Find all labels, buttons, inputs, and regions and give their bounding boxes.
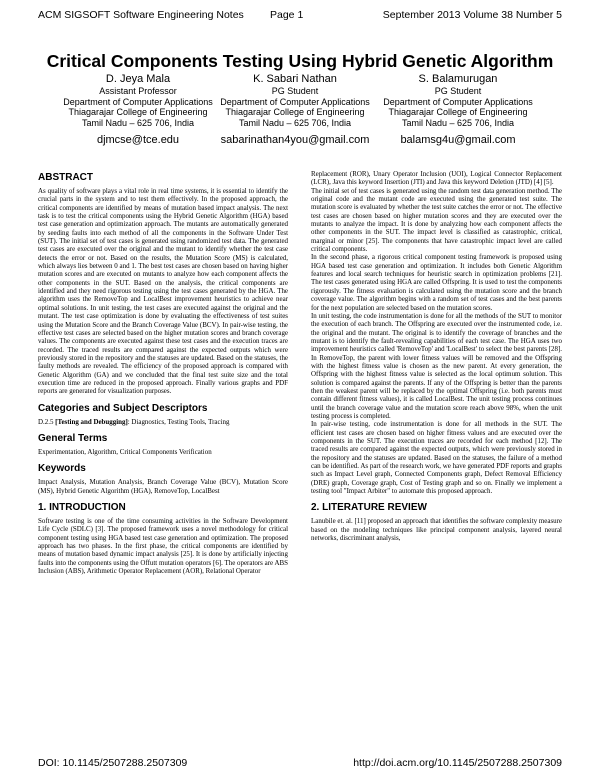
author-block [210,73,380,147]
intro-paragraph-3: In the second phase, a rigorous critical component testing framework is proposed using HGA based test case generation and optimization. It includes both Genetic Algorithm features and local search techniques for heuristic search in optimization problems [21]. The test cases generated using HGA are called Offspring. It is used to test the components rigorously. The fitness evaluation is calculated using the mutation score and the branch coverage value. The algorithm begins with a random set of test cases and the best parents for the next population are selected based on the mutation scores. [311,253,562,312]
intro-paragraph-4: In unit testing, the code instrumentation is done for all the methods of the SUT to monitor the execution of each branch. The Offspring are executed over the instrumented code, i.e. the original and the mutant. The original is to identify the coverage of branches and the mutant is to identify the fault-revealing capabilities of each test case. The HGA uses two improvement heuristics called 'RemoveTop' and 'LocalBest' to select the best parents [28]. In RemoveTop, the parent with lower fitness values will be removed and the Offspring with the highest fitness value is chosen as the new parent. At every generation, the Offspring with the highest fitness value is selected as the local optimum solution. This solution is compared against the parents. If any of the Offspring is better than the parents then the weakest parent will be replaced by the optimal Offspring (i.e. both parents must contain different fitness values), it is called LocalBest. The unit testing process continues until the branch coverage value and the mutation score reach above 98%, when the unit testing process is completed. [311,311,562,420]
categories-code: D.2.5 [38,417,56,426]
author-department: Department of Computer Applications [220,96,370,107]
author-name: D. Jeya Mala [105,73,171,85]
general-terms-heading: General Terms [38,432,108,444]
literature-review-heading: 2. LITERATURE REVIEW [311,502,427,514]
intro-paragraph-2: The initial set of test cases is generated using the random test data generation method. The original code and the mutant code are executed using the generated test suite. The mutation score is evaluated by whether the test suite catches the error or not. The effective test cases are chosen based on higher mutation scores and they are executed over the mutants to analyze the impact. It is done by analyzing how each component affects the other components in the SUT. The impact level is classified as catastrophic, critical, marginal or minor [25]. The components that have catastrophic impact level are called critical components. [311,186,562,254]
author-college: Thiagarajar College of Engineering [225,107,365,118]
author-name: S. Balamurugan [418,73,498,85]
author-college: Thiagarajar College of Engineering [68,107,208,118]
author-role: PG Student [271,86,319,96]
author-email[interactable]: sabarinathan4you@gmail.com [220,134,370,147]
abstract-heading: ABSTRACT [38,172,93,183]
author-location: Tamil Nadu – 625 706, India [81,117,195,128]
author-email[interactable]: balamsg4u@gmail.com [400,134,516,147]
page-number: Page 1 [270,9,304,21]
paper-title: Critical Components Testing Using Hybrid Genetic Algorithm [46,51,554,71]
footer-doi: DOI: 10.1145/2507288.2507309 [38,757,188,769]
introduction-heading: 1. INTRODUCTION [38,501,126,513]
author-location: Tamil Nadu – 625 706, India [238,117,352,128]
author-name: K. Sabari Nathan [253,73,337,85]
author-department: Department of Computer Applications [63,96,213,107]
running-header [38,9,562,23]
categories-heading: Categories and Subject Descriptors [38,402,208,414]
categories-rest: : Diagnostics, Testing Tools, Tracing [127,417,230,426]
keywords-text: Impact Analysis, Mutation Analysis, Branch Coverage Value (BCV), Mutation Score (MS), Hybrid Genetic Algorithm (HGA), RemoveTop, LocalBest [38,478,288,495]
abstract-text: As quality of software plays a vital role in real time systems, it is essential to identify the crucial parts in the system and to test them effectively. In the proposed approach, the critical components are identified by means of mutation based impact analysis. The next task is to test the critical components using the Hybrid Genetic Algorithm (HGA) based test case generation and optimization approach. The mutants are automatically generated by seeding faults into each method of all the components in the Software Under Test (SUT). The initial set of test cases is generated using randomized test data. The generated test cases are executed over the original and the mutant to identify whether the test case detects the error or not. Based on the results, the Mutation Score (MS) is calculated, which always lies between 0 and 1. The best test cases are chosen based on having higher mutation scores and are executed on mutants to analyze how each component affects the other components in the SUT. Based on the analysis, the critical components are identified and they need rigorous testing using the test cases generated by the HGA. The algorithm uses the RemoveTop and LocalBest improvement heuristics to achieve near optimal solutions. In unit testing, the test cases are executed against the original and the mutant. The test case optimization is done by evaluating the effectiveness of test suites using the Mutation Score and the Branch Coverage Value (BCV). In pair-wise testing, the effective test cases are selected based on the higher mutation scores and branch coverage values. The components are executed against these test cases and the execution traces are recorded. The traced results are compared against the expected outputs which were previously stored in the repository and the statuses are updated. Based on the statuses, the faulty methods are revealed. The efficiency of the proposed approach is compared with Genetic Algorithm (GA) and we concluded that the final test suite size and the total execution time are reduced in the proposed approach. Finally various graphs and PDF reports are generated for visualization purposes. [38,187,288,396]
author-college: Thiagarajar College of Engineering [388,107,528,118]
introduction-text: Software testing is one of the time consuming activities in the Software Development Life Cycle (SDLC) [3]. The proposed framework uses a novel methodology for critical component testing using HGA based test case generation and optimization. The proposed approach has two phases. In the first phase, the critical components are identified by means of mutation based dynamic impact analysis [25]. It is done by artificially injecting faults into the components using the Offutt mutation operators [6]. The operators are ABS Inclusion (ABS), Arithmetic Operator Replacement (AOR), Relational Operator [38,516,288,576]
left-column [38,170,288,575]
general-terms-text: Experimentation, Algorithm, Critical Components Verification [38,447,212,456]
author-department: Department of Computer Applications [383,96,533,107]
issue-info: September 2013 Volume 38 Number 5 [382,9,562,21]
author-role: PG Student [434,86,482,96]
categories-text [38,418,288,426]
author-block [53,73,223,147]
intro-continued-paragraph: Replacement (ROR), Unary Operator Inclusion (UOI), Logical Connector Replacement (LCR), Java this keyword Insertion (JTI) and Java this keyword Deletion (JTD) [4] [5]. [311,170,562,187]
intro-paragraph-5: In pair-wise testing, code instrumentation is done for all methods in the SUT. The efficient test cases are chosen based on higher fitness values and are executed over the components in the SUT. The execution traces are recorded for each method [12]. The traced results are compared against the expected outputs, which were previously stored in the repository and the statuses are updated. Based on the statuses, the failure of a method can be identified. As part of the research work, we have generated PDF reports and graphs such as Impact Level graph, Connected Components graph, Defect Removal Efficiency (DRE) graph, Coverage graph, Cost of Testing graph and so on. Finally we implement a testing tool "Impact Arbiter" to automate this proposed approach. [311,420,562,496]
author-location: Tamil Nadu – 625 706, India [401,117,515,128]
author-role: Assistant Professor [99,86,177,96]
literature-review-text: Lanubile et. al. [11] proposed an approach that identifies the software complexity measure based on the modeling techniques like principal component analysis, layered neural networks, discriminant analysis, [311,517,562,543]
keywords-heading: Keywords [38,463,86,475]
author-block [373,73,543,147]
footer-url[interactable]: http://doi.acm.org/10.1145/2507288.2507309 [353,757,562,769]
right-column [311,170,562,542]
journal-name: ACM SIGSOFT Software Engineering Notes [38,9,244,21]
categories-bold: [Testing and Debugging] [55,417,128,426]
author-email[interactable]: djmcse@tce.edu [96,134,180,147]
